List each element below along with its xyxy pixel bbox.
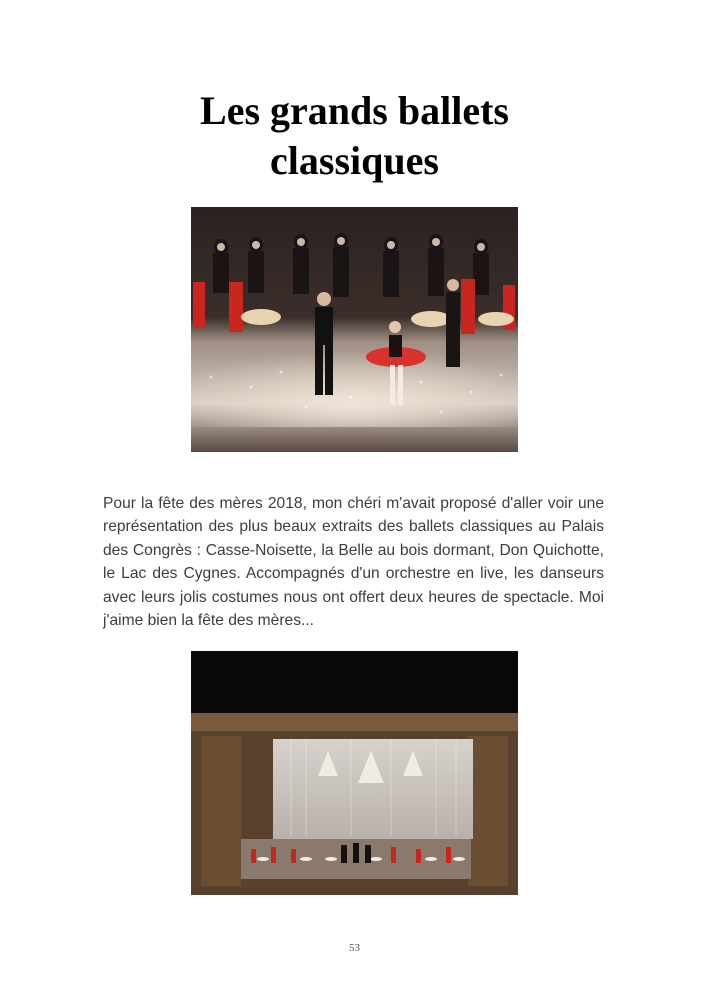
title-line-1: Les grands ballets [200,88,509,133]
page-title [100,86,609,186]
title-line-2: classiques [270,138,439,183]
paragraph-text: Pour la fête des mères 2018, mon chéri m'avait proposé d'aller voir une représentation des plus beaux extraits des ballets classiques au Palais des Congrès : Casse-Noisette, la Belle au bois dormant, Don Quichotte, le Lac des Cygnes. Accompagnés d'un orchestre en live, les danseurs avec leurs jolis costumes nous ont offert deux heures de spectacle. Moi j'aime bien la fête des mères... [103,495,604,630]
page-number: 53 [349,942,360,954]
ballet-dancers-photo [191,207,518,452]
stage-chandeliers-photo [191,651,518,895]
